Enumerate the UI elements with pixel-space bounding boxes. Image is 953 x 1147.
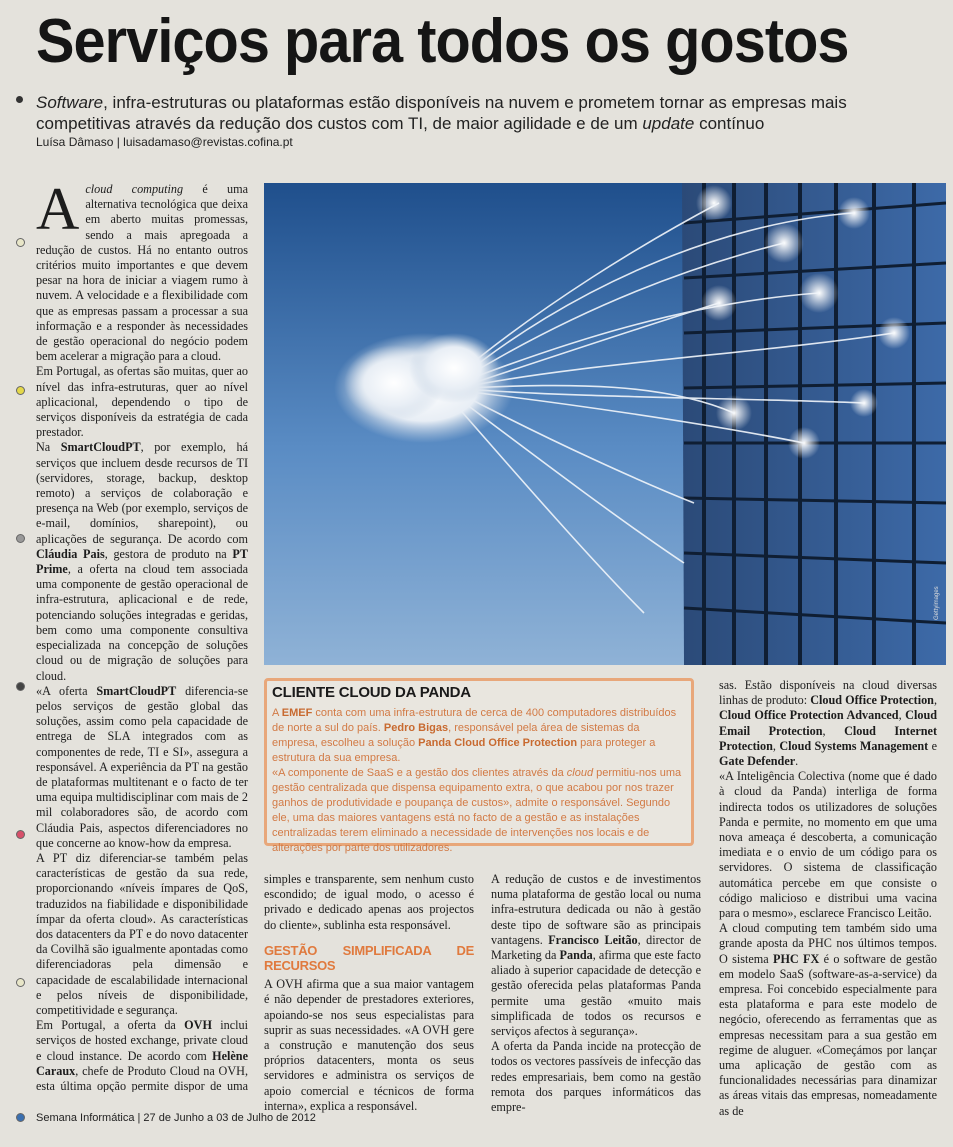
- margin-bullet-icon: [16, 534, 25, 543]
- headline: Serviços para todos os gostos: [36, 7, 849, 76]
- bold-term: EMEF: [281, 707, 313, 719]
- photo-credit: Gettyimages: [934, 586, 940, 620]
- section-subhead: GESTÃO SIMPLIFICADA DE RECURSOS: [264, 942, 474, 974]
- paragraph-text: é uma alternativa tecnológica que deixa em aberto muitas promessas, sendo a mais apregoada a redução de custos. Há no entanto outros critérios muito importantes e que devem pesar na hora de iniciar a viagem rumo à nuvem. A velocidade e a flexibilidade com que as empresas passam a processar a sua informação e a responder às necessidades de gestão operacional do negócio podem bem acelerar a migração para a cloud.: [36, 182, 248, 364]
- paragraph-text: Na: [36, 440, 61, 455]
- bold-term: Panda: [559, 948, 593, 963]
- cloud-building-photo: [264, 183, 946, 665]
- bold-term: Cloud Office Protection: [810, 693, 934, 708]
- bold-term: OVH: [184, 1018, 212, 1033]
- paragraph-text: , chefe de Produto Cloud na OVH, esta última opção permite dispor de uma: [36, 1063, 248, 1092]
- dek-text-1: , infra-estruturas ou plataformas estão disponíveis na nuvem e prometem tornar as empresas mais competitivas através da redução dos custos com TI, de maior agilidade e de um: [36, 93, 847, 133]
- margin-bullet-icon: [16, 978, 25, 987]
- bold-term: SmartCloudPT: [60, 440, 141, 455]
- paragraph: [36, 1018, 248, 1092]
- paragraph: A PT diz diferenciar-se também pelas características de gestão da sua rede, proporcionando «níveis ímpares de QoS, traduzidos na fiabilidade e disponibilidade ímpar da oferta cloud». As características dos datacenters da PT e do novo datacenter da Covilhã são igualmente apontadas como diferenciadoras pela dimensão e capacidade de escalabilidade internacional e pelos níveis de disponibilidade, competitividade e segurança.: [36, 850, 248, 1017]
- bold-term: Helène Caraux: [36, 1048, 248, 1078]
- paragraph-text: inclui serviços de hosted exchange, private cloud e cloud instance. De acordo com: [36, 1018, 248, 1063]
- bold-term: Panda Cloud Office Protection: [418, 737, 578, 749]
- bold-term: Pedro Bigas: [383, 722, 449, 734]
- margin-bullet-icon: [16, 830, 25, 839]
- paragraph: [719, 921, 937, 1119]
- paragraph-text: e: [928, 738, 937, 753]
- paragraph-text: ,: [772, 738, 780, 753]
- paragraph: A OVH afirma que a sua maior vantagem é não depender de prestadores exteriores, apoiando-se nos seus especialistas para suprir as suas necessidades. «A OVH gere a construção e manutenção dos seus próprios datacenters, monta os seus servidores e administra os serviços de apoio comercial e técnicos de forma interna», explica a responsável.: [264, 977, 474, 1113]
- bold-term: SmartCloudPT: [96, 683, 177, 698]
- box-paragraph: [272, 706, 687, 766]
- box-text: para proteger a estrutura da sua empresa.: [272, 737, 656, 764]
- bold-term: Cloud Internet Protection: [719, 723, 938, 753]
- paragraph: [719, 678, 937, 769]
- paragraph: [36, 440, 248, 683]
- paragraph-text: sas. Estão disponíveis na cloud diversas linhas de produto:: [719, 678, 937, 708]
- margin-bullet-icon: [16, 96, 23, 103]
- box-text: conta com uma infra-estrutura de cerca de 400 computadores distribuídos de norte a sul do país.: [272, 707, 677, 734]
- italic-term: cloud: [566, 767, 594, 779]
- paragraph: simples e transparente, sem nenhum custo escondido; de igual modo, o acesso é privado e dedicado apenas aos projectos do cliente», sublinha esta responsável.: [264, 872, 474, 932]
- paragraph-text: A redução de custos e de investimentos numa plataforma de gestão local ou numa infra-estrutura dedicada ou não à gestão deste tipo de software são as principais vantagens.: [491, 872, 701, 947]
- paragraph: [491, 872, 701, 1039]
- sidebar-box-title: CLIENTE CLOUD DA PANDA: [272, 684, 471, 701]
- box-text: permitiu-nos uma gestão centralizada que dispensa equipamento extra, o que acabou por nos trazer ganhos de produtividade e poupança de custos», admite o responsável. Segundo ele, uma das maiores vantagens está no facto de a gestão e as instalações centralizadas terem eliminado a necessidade de intervenções nos locais e de alterações por parte dos utilizadores.: [272, 767, 682, 854]
- bold-term: PHC FX: [773, 951, 820, 966]
- dek-italic-2: update: [642, 114, 695, 133]
- paragraph: Em Portugal, as ofertas são muitas, quer ao nível das infra-estruturas, quer ao nível aplicacional, dependendo o tipo de serviços disponíveis da estratégia de cada prestador.: [36, 364, 248, 440]
- article-column-1: [36, 182, 248, 1092]
- paragraph: [36, 182, 248, 364]
- italic-term: cloud computing: [85, 182, 184, 196]
- paragraph-text: A cloud computing tem também sido uma grande aposta da PHC nos últimos tempos. O sistema: [719, 921, 937, 966]
- paragraph-text: ,: [822, 723, 845, 738]
- paragraph-text: , a oferta na cloud tem associada uma componente de gestão operacional de infra-estrutura, aplicacional e de rede, potenciando soluções integradas e geridas, bem como uma componente consultiva especializada na concepção de soluções cloud ou de migração de soluções para cloud.: [36, 562, 248, 683]
- bold-term: Cláudia Pais: [36, 546, 105, 561]
- paragraph-text: ,: [933, 693, 937, 708]
- paragraph-text: é o software de gestão em modelo SaaS (software-as-a-service) da empresa. Foi concebido especialmente para esta plataforma e para este modelo de negócio, oferecendo as ferramentas que as empresas necessitam para a sua gestão em regime de aluguer. «Começámos por lançar uma aplicação de gestão com as funcionalidades necessárias para dinamizar as áreas vitais das empresas, nomeadamente as de: [719, 951, 937, 1118]
- box-text: «A componente de SaaS e a gestão dos clientes através da: [272, 767, 567, 779]
- paragraph-text: ,: [898, 708, 906, 723]
- paragraph-text: , afirma que este facto aliado à superior capacidade de detecção e gestão oferecida pelas plataformas Panda permite uma gestão «muito mais simplificada de todos os recursos e serviços afectos à segurança».: [491, 948, 701, 1039]
- margin-bullet-icon: [16, 682, 25, 691]
- paragraph-text: diferencia-se pelos serviços de gestão global das soluções, assim como pela capacidade de entrega de SLA integrados com as componentes de rede, TI e SI», assegura a responsável. A experiência da PT na gestão de plataformas multitenant e o facto de ter uma equipa multidisciplinar com mais de 2 mil colaboradores são, de acordo com Cláudia Pais, aspectos diferenciadores no que concerne ao know-how da empresa.: [36, 683, 248, 850]
- bold-term: Francisco Leitão: [548, 932, 638, 947]
- box-text: , responsável pela área de sistemas da empresa, escolheu a solução: [272, 722, 640, 749]
- page-footer: Semana Informática | 27 de Junho a 03 de Julho de 2012: [36, 1112, 316, 1124]
- margin-bullet-icon: [16, 238, 25, 247]
- paragraph-text: , director de Marketing da: [491, 932, 701, 963]
- bold-term: PT Prime: [36, 546, 248, 577]
- byline: Luísa Dâmaso | luisadamaso@revistas.cofina.pt: [36, 135, 293, 149]
- bold-term: Gate Defender: [719, 754, 796, 769]
- paragraph: A oferta da Panda incide na protecção de todos os vectores passíveis de infecção das redes empresariais, bem como na gestão remota dos parques informáticos das empre-: [491, 1039, 701, 1115]
- margin-bullet-icon: [16, 386, 25, 395]
- margin-bullet-icon: [16, 1113, 25, 1122]
- sidebar-box-body: [272, 706, 687, 856]
- paragraph-text: Em Portugal, a oferta da: [36, 1018, 185, 1033]
- paragraph: «A Inteligência Colectiva (nome que é dado à cloud da Panda) interliga de forma indirecta todos os utilizadores de soluções Panda e permite, no momento em que uma nova ameaça é descoberta, a comunicação imediata e o envio de um código para os servidores. O sistema de classificação automática percebe em que consiste o código malicioso e distribui uma vacina para o mesmo», esclarece Francisco Leitão.: [719, 769, 937, 921]
- bold-term: Cloud Office Protection Advanced: [719, 708, 899, 723]
- paragraph-text: , gestora de produto na: [104, 546, 233, 561]
- bold-term: Cloud Systems Management: [779, 738, 929, 753]
- box-paragraph: [272, 766, 687, 856]
- article-column-3: [491, 872, 701, 1115]
- article-column-2: [264, 872, 474, 1114]
- dek: [36, 92, 936, 134]
- paragraph-text: «A oferta: [36, 683, 97, 698]
- bold-term: Cloud Email Protection: [719, 708, 938, 738]
- paragraph-text: .: [795, 754, 799, 769]
- article-column-4: [719, 678, 937, 1119]
- dek-text-2: contínuo: [694, 114, 765, 133]
- drop-cap: A: [36, 182, 80, 242]
- paragraph-text: , por exemplo, há serviços que incluem desde recursos de TI (servidores, storage, backup, desktop remoto) a serviços de colaboração e presença na Web (por exemplo, serviços de e-mail, domínios, sharepoint), ou aplicações de segurança. De acordo com: [36, 440, 248, 546]
- dek-italic-1: Software: [36, 93, 104, 112]
- paragraph: [36, 684, 248, 851]
- box-text: A: [272, 707, 282, 719]
